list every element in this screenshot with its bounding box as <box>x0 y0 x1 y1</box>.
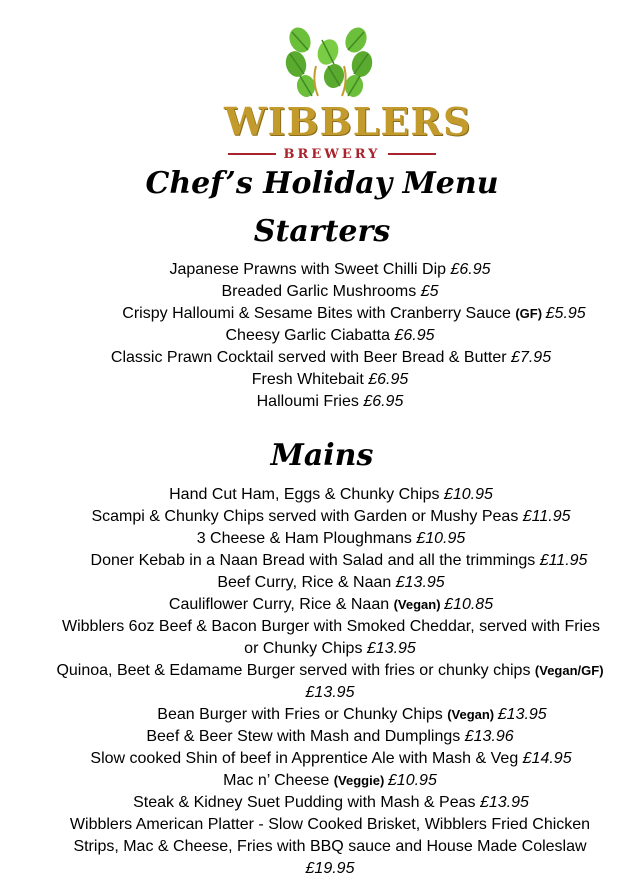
item-price: £6.95 <box>450 261 491 278</box>
starter-menu-item <box>10 391 644 413</box>
brand-logo <box>224 20 472 162</box>
starter-menu-item <box>10 325 644 347</box>
main-menu-item <box>11 506 644 528</box>
item-name: Japanese Prawns with Sweet Chilli Dip <box>169 261 451 278</box>
item-name: Halloumi Fries <box>256 393 364 410</box>
dietary-tag: (Vegan) <box>447 707 498 722</box>
item-name: Steak & Kidney Suet Pudding with Mash & Peas <box>133 794 480 811</box>
item-name: Mac n’ Cheese <box>223 772 334 789</box>
mains-heading: Mains <box>270 438 374 473</box>
hops-icon <box>224 20 440 100</box>
item-price: £5 <box>420 283 439 300</box>
item-price: £13.95 <box>395 574 445 591</box>
item-name: Wibblers 6oz Beef & Bacon Burger with Smoked Cheddar, served with Fries <box>61 618 601 635</box>
main-menu-item <box>10 814 644 836</box>
item-name: Crispy Halloumi & Sesame Bites with Cranberry Sauce <box>122 305 516 322</box>
item-name: Slow cooked Shin of beef in Apprentice Ale with Mash & Veg <box>90 750 523 767</box>
main-menu-item <box>32 704 644 726</box>
item-name: Hand Cut Ham, Eggs & Chunky Chips <box>169 486 444 503</box>
item-name: Cheesy Garlic Ciabatta <box>225 327 395 344</box>
brand-name: WIBBLERS <box>224 99 472 144</box>
item-name: Fresh Whitebait <box>251 371 369 388</box>
item-price: £11.95 <box>522 508 571 525</box>
item-price: £6.95 <box>368 371 409 388</box>
main-menu-item <box>10 726 644 748</box>
item-name: or Chunky Chips <box>244 640 367 657</box>
starter-menu-item <box>10 369 644 391</box>
menu-title: Chef’s Holiday Menu <box>145 166 499 201</box>
item-price: £10.95 <box>387 772 437 789</box>
item-name: Strips, Mac & Cheese, Fries with BBQ sauce and House Made Coleslaw <box>73 838 587 855</box>
item-price: £13.96 <box>464 728 514 745</box>
item-price: £19.95 <box>305 860 355 877</box>
starter-menu-item <box>10 259 644 281</box>
dietary-tag: (Vegan/GF) <box>534 663 604 678</box>
item-price: £13.95 <box>479 794 529 811</box>
item-name: 3 Cheese & Ham Ploughmans <box>196 530 417 547</box>
item-name: Beef Curry, Rice & Naan <box>217 574 396 591</box>
starter-menu-item <box>10 281 644 303</box>
item-price: £5.95 <box>545 305 586 322</box>
item-name: Quinoa, Beet & Edamame Burger served with fries or chunky chips <box>56 662 535 679</box>
main-menu-item <box>10 682 644 704</box>
item-price: £13.95 <box>305 684 355 701</box>
main-menu-item <box>10 858 644 880</box>
item-price: £10.95 <box>443 486 493 503</box>
main-menu-item <box>10 660 644 682</box>
item-price: £13.95 <box>497 706 547 723</box>
item-name: Wibblers American Platter - Slow Cooked Brisket, Wibblers Fried Chicken <box>69 816 591 833</box>
item-price: £13.95 <box>366 640 416 657</box>
item-name: Cauliflower Curry, Rice & Naan <box>168 596 394 613</box>
dietary-tag: (Vegan) <box>393 597 445 612</box>
item-name: Scampi & Chunky Chips served with Garden or Mushy Peas <box>91 508 523 525</box>
main-menu-item <box>11 748 644 770</box>
item-price: £14.95 <box>522 750 572 767</box>
main-menu-item <box>11 572 644 594</box>
main-menu-item <box>11 484 644 506</box>
dietary-tag: (GF) <box>515 306 546 321</box>
main-menu-item <box>11 594 644 616</box>
brand-rule-left <box>228 153 276 155</box>
item-price: £10.95 <box>416 530 466 547</box>
starter-menu-item <box>34 303 644 325</box>
main-menu-item <box>10 638 644 660</box>
dietary-tag: (Veggie) <box>333 773 388 788</box>
main-menu-item <box>11 792 644 814</box>
item-price: £7.95 <box>511 349 552 366</box>
starter-menu-item <box>11 347 644 369</box>
starters-heading: Starters <box>253 214 391 249</box>
main-menu-item <box>11 528 644 550</box>
item-name: Breaded Garlic Mushrooms <box>221 283 421 300</box>
item-name: Bean Burger with Fries or Chunky Chips <box>157 706 448 723</box>
item-name: Beef & Beer Stew with Mash and Dumplings <box>146 728 465 745</box>
main-menu-item <box>10 836 644 858</box>
brand-sub: BREWERY <box>283 146 381 162</box>
main-menu-item <box>19 550 644 572</box>
item-price: £10.85 <box>444 596 494 613</box>
main-menu-item <box>11 616 644 638</box>
item-price: £11.95 <box>539 552 588 569</box>
item-price: £6.95 <box>363 393 404 410</box>
main-menu-item <box>10 770 644 792</box>
brand-rule-right <box>388 153 436 155</box>
item-name: Doner Kebab in a Naan Bread with Salad and all the trimmings <box>90 552 540 569</box>
brand-sub-row <box>224 144 440 164</box>
item-price: £6.95 <box>394 327 435 344</box>
item-name: Classic Prawn Cocktail served with Beer Bread & Butter <box>110 349 512 366</box>
